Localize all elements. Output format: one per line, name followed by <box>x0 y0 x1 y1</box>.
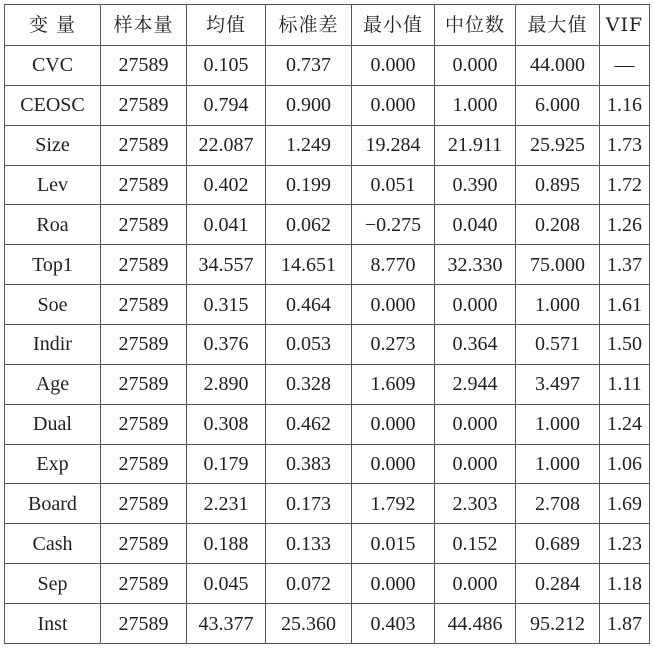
cell-variable: Inst <box>5 604 101 644</box>
cell-mean: 2.231 <box>187 484 266 524</box>
cell-max: 6.000 <box>516 85 600 125</box>
cell-mean: 2.890 <box>187 364 266 404</box>
cell-std-dev: 14.651 <box>266 245 352 285</box>
cell-mean: 0.188 <box>187 524 266 564</box>
cell-max: 1.000 <box>516 285 600 325</box>
cell-mean: 0.179 <box>187 444 266 484</box>
descriptive-statistics-table <box>4 4 650 644</box>
table-row <box>5 484 650 524</box>
header-variable: 变 量 <box>5 5 101 46</box>
cell-std-dev: 0.199 <box>266 165 352 205</box>
cell-variable: Size <box>5 125 101 165</box>
cell-mean: 0.041 <box>187 205 266 245</box>
header-sample-size: 样本量 <box>101 5 187 46</box>
table-row <box>5 444 650 484</box>
table-row <box>5 524 650 564</box>
table-row <box>5 205 650 245</box>
cell-std-dev: 0.053 <box>266 325 352 365</box>
cell-median: 0.000 <box>435 46 516 86</box>
cell-sample-size: 27589 <box>101 325 187 365</box>
cell-vif: 1.73 <box>600 125 650 165</box>
cell-sample-size: 27589 <box>101 125 187 165</box>
cell-min: −0.275 <box>352 205 435 245</box>
table-row <box>5 125 650 165</box>
cell-median: 32.330 <box>435 245 516 285</box>
cell-min: 0.403 <box>352 604 435 644</box>
table-row <box>5 85 650 125</box>
cell-sample-size: 27589 <box>101 85 187 125</box>
cell-mean: 0.315 <box>187 285 266 325</box>
cell-mean: 43.377 <box>187 604 266 644</box>
cell-std-dev: 0.900 <box>266 85 352 125</box>
cell-max: 95.212 <box>516 604 600 644</box>
cell-max: 1.000 <box>516 404 600 444</box>
table-row <box>5 404 650 444</box>
cell-sample-size: 27589 <box>101 524 187 564</box>
cell-variable: Lev <box>5 165 101 205</box>
table-row <box>5 604 650 644</box>
cell-sample-size: 27589 <box>101 205 187 245</box>
cell-std-dev: 0.737 <box>266 46 352 86</box>
table-header-row <box>5 5 650 46</box>
cell-mean: 0.794 <box>187 85 266 125</box>
cell-median: 2.944 <box>435 364 516 404</box>
cell-std-dev: 0.462 <box>266 404 352 444</box>
table-row <box>5 564 650 604</box>
header-max: 最大值 <box>516 5 600 46</box>
cell-variable: Dual <box>5 404 101 444</box>
cell-median: 0.152 <box>435 524 516 564</box>
cell-std-dev: 0.133 <box>266 524 352 564</box>
cell-median: 0.000 <box>435 404 516 444</box>
cell-vif: 1.23 <box>600 524 650 564</box>
cell-sample-size: 27589 <box>101 564 187 604</box>
cell-std-dev: 0.062 <box>266 205 352 245</box>
cell-vif: 1.50 <box>600 325 650 365</box>
cell-median: 0.040 <box>435 205 516 245</box>
cell-std-dev: 0.464 <box>266 285 352 325</box>
cell-mean: 34.557 <box>187 245 266 285</box>
cell-vif: 1.24 <box>600 404 650 444</box>
cell-max: 0.284 <box>516 564 600 604</box>
table-row <box>5 285 650 325</box>
cell-sample-size: 27589 <box>101 165 187 205</box>
cell-median: 0.000 <box>435 564 516 604</box>
header-std-dev: 标准差 <box>266 5 352 46</box>
cell-median: 0.390 <box>435 165 516 205</box>
cell-variable: Top1 <box>5 245 101 285</box>
cell-max: 2.708 <box>516 484 600 524</box>
cell-mean: 22.087 <box>187 125 266 165</box>
cell-sample-size: 27589 <box>101 604 187 644</box>
table-row <box>5 325 650 365</box>
table-row <box>5 46 650 86</box>
cell-min: 8.770 <box>352 245 435 285</box>
cell-min: 0.000 <box>352 85 435 125</box>
cell-vif: 1.16 <box>600 85 650 125</box>
cell-mean: 0.045 <box>187 564 266 604</box>
cell-variable: Board <box>5 484 101 524</box>
cell-variable: Indir <box>5 325 101 365</box>
cell-vif: 1.69 <box>600 484 650 524</box>
cell-vif: 1.87 <box>600 604 650 644</box>
cell-variable: Cash <box>5 524 101 564</box>
cell-std-dev: 1.249 <box>266 125 352 165</box>
cell-min: 0.000 <box>352 404 435 444</box>
cell-sample-size: 27589 <box>101 245 187 285</box>
cell-variable: Roa <box>5 205 101 245</box>
cell-min: 0.000 <box>352 46 435 86</box>
cell-vif: 1.11 <box>600 364 650 404</box>
cell-median: 1.000 <box>435 85 516 125</box>
cell-mean: 0.105 <box>187 46 266 86</box>
cell-variable: Soe <box>5 285 101 325</box>
cell-variable: Sep <box>5 564 101 604</box>
header-min: 最小值 <box>352 5 435 46</box>
cell-max: 44.000 <box>516 46 600 86</box>
cell-variable: CVC <box>5 46 101 86</box>
cell-max: 25.925 <box>516 125 600 165</box>
cell-std-dev: 25.360 <box>266 604 352 644</box>
cell-min: 0.015 <box>352 524 435 564</box>
cell-median: 44.486 <box>435 604 516 644</box>
cell-vif: 1.37 <box>600 245 650 285</box>
cell-sample-size: 27589 <box>101 404 187 444</box>
cell-min: 0.000 <box>352 285 435 325</box>
cell-min: 0.000 <box>352 444 435 484</box>
header-mean: 均值 <box>187 5 266 46</box>
cell-max: 3.497 <box>516 364 600 404</box>
table-row <box>5 245 650 285</box>
cell-min: 1.792 <box>352 484 435 524</box>
cell-max: 1.000 <box>516 444 600 484</box>
table-row <box>5 165 650 205</box>
cell-vif: 1.72 <box>600 165 650 205</box>
cell-mean: 0.376 <box>187 325 266 365</box>
header-median: 中位数 <box>435 5 516 46</box>
cell-min: 0.273 <box>352 325 435 365</box>
cell-median: 0.000 <box>435 444 516 484</box>
cell-min: 0.051 <box>352 165 435 205</box>
cell-max: 0.895 <box>516 165 600 205</box>
cell-max: 0.689 <box>516 524 600 564</box>
cell-min: 19.284 <box>352 125 435 165</box>
cell-max: 0.208 <box>516 205 600 245</box>
cell-median: 21.911 <box>435 125 516 165</box>
cell-median: 0.364 <box>435 325 516 365</box>
cell-max: 75.000 <box>516 245 600 285</box>
descriptive-statistics-table-container <box>4 4 649 644</box>
table-body <box>5 46 650 644</box>
cell-std-dev: 0.072 <box>266 564 352 604</box>
cell-variable: CEOSC <box>5 85 101 125</box>
cell-std-dev: 0.383 <box>266 444 352 484</box>
cell-max: 0.571 <box>516 325 600 365</box>
cell-sample-size: 27589 <box>101 444 187 484</box>
cell-sample-size: 27589 <box>101 364 187 404</box>
cell-median: 2.303 <box>435 484 516 524</box>
cell-median: 0.000 <box>435 285 516 325</box>
cell-sample-size: 27589 <box>101 46 187 86</box>
cell-vif: 1.26 <box>600 205 650 245</box>
cell-sample-size: 27589 <box>101 484 187 524</box>
cell-vif: 1.61 <box>600 285 650 325</box>
cell-mean: 0.402 <box>187 165 266 205</box>
cell-std-dev: 0.173 <box>266 484 352 524</box>
cell-mean: 0.308 <box>187 404 266 444</box>
cell-std-dev: 0.328 <box>266 364 352 404</box>
cell-vif: 1.06 <box>600 444 650 484</box>
cell-min: 1.609 <box>352 364 435 404</box>
table-row <box>5 364 650 404</box>
cell-variable: Exp <box>5 444 101 484</box>
header-vif: VIF <box>600 5 650 46</box>
cell-min: 0.000 <box>352 564 435 604</box>
cell-vif: — <box>600 46 650 86</box>
cell-sample-size: 27589 <box>101 285 187 325</box>
cell-variable: Age <box>5 364 101 404</box>
cell-vif: 1.18 <box>600 564 650 604</box>
